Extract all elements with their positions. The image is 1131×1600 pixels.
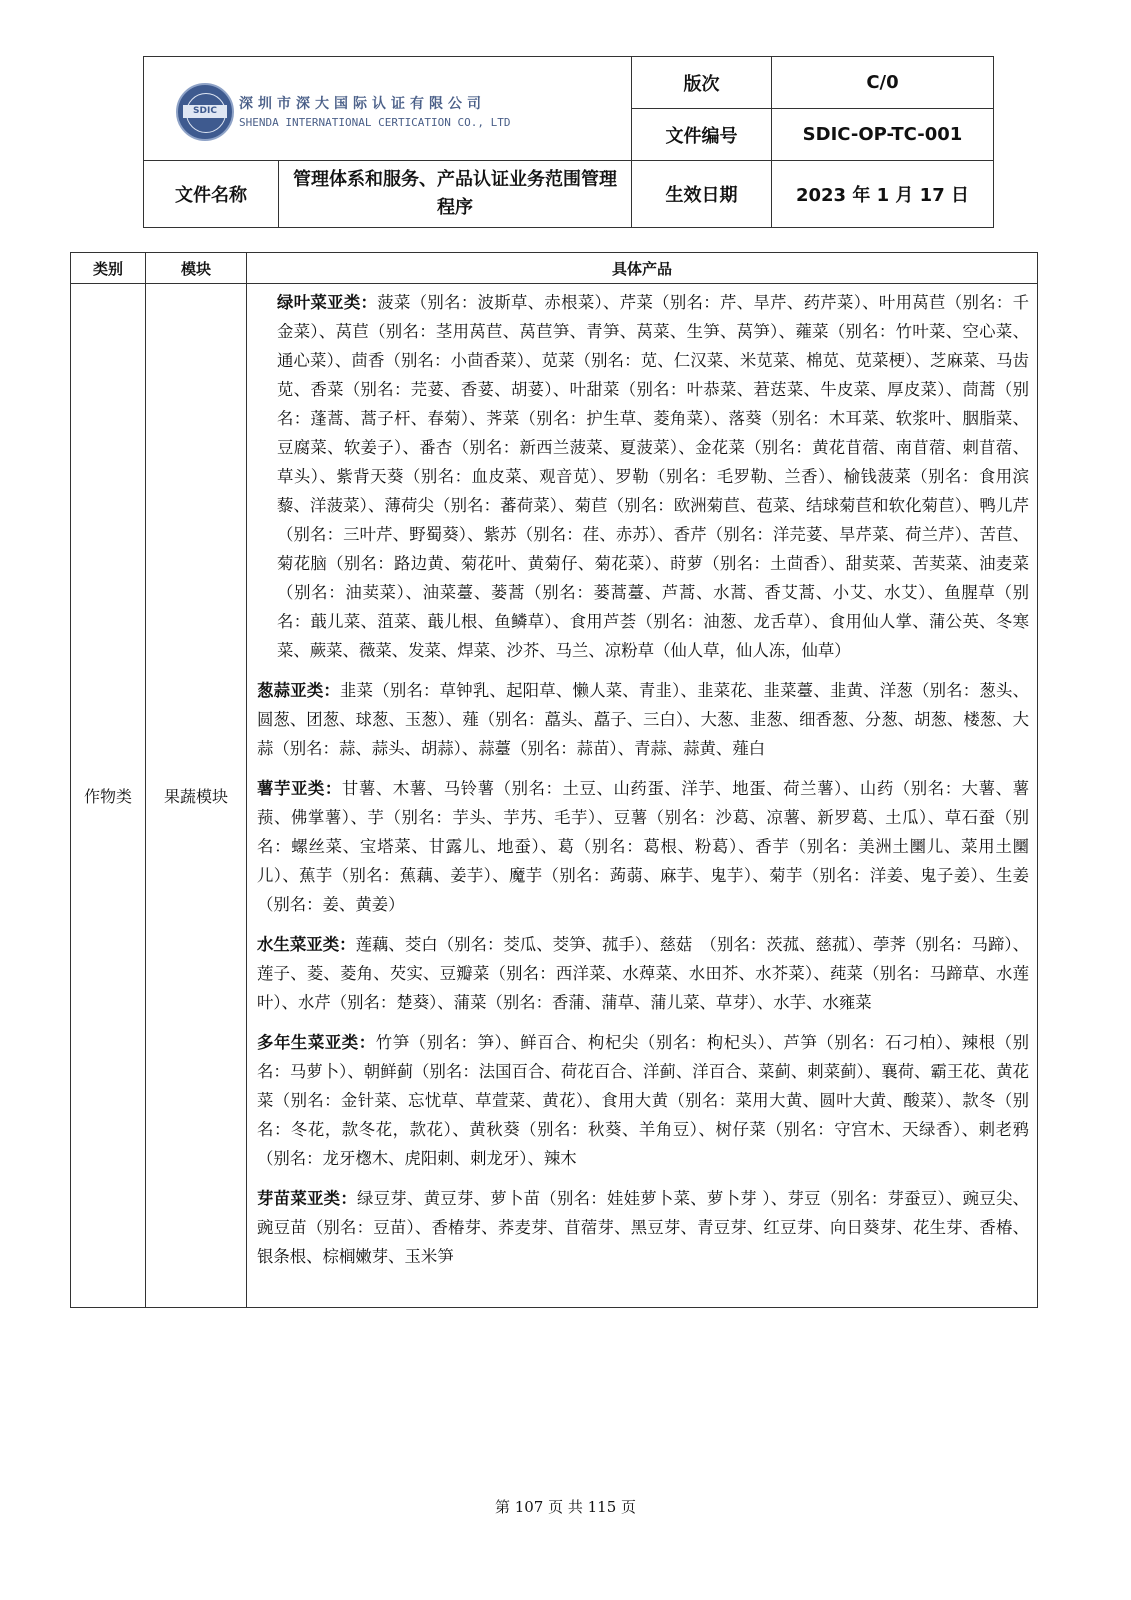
section-perennial: [257, 1028, 1029, 1173]
module-cell: 果蔬模块: [146, 284, 247, 1308]
page-number: 第 107 页 共 115 页: [494, 1498, 637, 1516]
category-cell: 作物类: [71, 284, 146, 1308]
section-title: 葱蒜亚类：: [257, 681, 341, 700]
version-value: C/0: [772, 57, 994, 109]
section-text: 甘薯、木薯、马铃薯（别名：土豆、山药蛋、洋芋、地蛋、荷兰薯）、山药（别名：大薯、薯蓣、佛掌薯）、芋（别名：芋头、芋艿、毛芋）、豆薯（别名：沙葛、凉薯、新罗葛、土瓜）、草石蚕（别名：螺丝菜、宝塔菜、甘露儿、地蚕）、葛（别名：葛根、粉葛）、香芋（别名：美洲土圞儿、菜用土圞儿）、蕉芋（别名：蕉藕、姜芋）、魔芋（别名：蒟蒻、麻芋、鬼芋）、菊芋（别名：洋姜、鬼子姜）、生姜（别名：姜、黄姜）: [257, 779, 1029, 914]
section-sprouts: [257, 1184, 1029, 1271]
section-text: 莲藕、茭白（别名：茭瓜、茭笋、菰手）、慈菇 （别名：茨菰、慈菰）、荸荠（别名：马蹄）、莲子、菱、菱角、芡实、豆瓣菜（别名：西洋菜、水蔊菜、水田芥、水芥菜）、莼菜（别名：马蹄草、水莲叶）、水芹（别名：楚葵）、蒲菜（别名：香蒲、蒲草、蒲儿菜、草芽）、水芋、水雍菜: [257, 935, 1030, 1012]
doc-name-value: 管理体系和服务、产品认证业务范围管理程序: [279, 161, 632, 228]
section-tubers: [257, 774, 1029, 919]
section-title: 多年生菜亚类：: [257, 1033, 376, 1052]
column-header-module: 模块: [146, 253, 247, 284]
document-header-table: [143, 56, 994, 228]
column-header-category: 类别: [71, 253, 146, 284]
section-text: 韭菜（别名：草钟乳、起阳草、懒人菜、青韭）、韭菜花、韭菜薹、韭黄、洋葱（别名：葱头、圆葱、团葱、球葱、玉葱）、薤（别名：藠头、藠子、三白）、大葱、韭葱、细香葱、分葱、胡葱、楼葱、大蒜（别名：蒜、蒜头、胡蒜）、蒜薹（别名：蒜苗）、青蒜、蒜黄、薤白: [257, 681, 1029, 758]
doc-name-label: 文件名称: [144, 161, 279, 228]
company-name-cn: 深圳市深大国际认证有限公司: [239, 96, 486, 112]
doc-no-value: SDIC-OP-TC-001: [772, 109, 994, 161]
section-title: 芽苗菜亚类：: [257, 1189, 357, 1208]
section-leafy-greens: [257, 288, 1029, 665]
section-aquatic: [257, 930, 1029, 1017]
company-logo-cell: [144, 57, 632, 161]
section-allium: [257, 676, 1029, 763]
column-header-products: 具体产品: [247, 253, 1038, 284]
section-title: 水生菜亚类：: [257, 935, 356, 954]
version-label: 版次: [632, 57, 772, 109]
products-cell: [247, 284, 1038, 1308]
company-logo-icon: SDIC: [176, 83, 234, 141]
effective-date-label: 生效日期: [632, 161, 772, 228]
section-text: 绿豆芽、黄豆芽、萝卜苗（别名：娃娃萝卜菜、萝卜芽 ）、芽豆（别名：芽蚕豆）、豌豆尖、豌豆苗（别名：豆苗）、香椿芽、荞麦芽、苜蓿芽、黑豆芽、青豆芽、红豆芽、向日葵芽、花生芽、香椿、银条根、棕榈嫩芽、玉米笋: [257, 1189, 1029, 1266]
doc-no-label: 文件编号: [632, 109, 772, 161]
product-scope-table: [70, 252, 1038, 1308]
company-name-en: SHENDA INTERNATIONAL CERTICATION CO., LTD: [239, 116, 511, 129]
section-title: 薯芋亚类：: [257, 779, 342, 798]
effective-date-value: 2023 年 1 月 17 日: [772, 161, 994, 228]
section-text: 菠菜（别名：波斯草、赤根菜）、芹菜（别名：芹、旱芹、药芹菜）、叶用莴苣（别名：千金菜）、莴苣（别名：茎用莴苣、莴苣笋、青笋、莴菜、生笋、莴笋）、蕹菜（别名：竹叶菜、空心菜、通心菜）、茴香（别名：小茴香菜）、苋菜（别名：苋、仁汉菜、米苋菜、棉苋、苋菜梗）、芝麻菜、马齿苋、香菜（别名：芫荽、香荽、胡荽）、叶甜菜（别名：叶恭菜、莙荙菜、牛皮菜、厚皮菜）、茼蒿（别名：蓬蒿、蒿子杆、春菊）、荠菜（别名：护生草、菱角菜）、落葵（别名：木耳菜、软浆叶、胭脂菜、豆腐菜、软姜子）、番杏（别名：新西兰菠菜、夏菠菜）、金花菜（别名：黄花苜蓿、南苜蓿、刺苜蓿、草头）、紫背天葵（别名：血皮菜、观音苋）、罗勒（别名：毛罗勒、兰香）、榆钱菠菜（别名：食用滨藜、洋菠菜）、薄荷尖（别名：蕃荷菜）、菊苣（别名：欧洲菊苣、苞菜、结球菊苣和软化菊苣）、鸭儿芹（别名：三叶芹、野蜀葵）、紫苏（别名：荏、赤苏）、香芹（别名：洋芫荽、旱芹菜、荷兰芹）、苦苣、菊花脑（别名：路边黄、菊花叶、黄菊仔、菊花菜）、莳萝（别名：土茴香）、甜荬菜、苦荬菜、油麦菜（别名：油荬菜）、油菜薹、蒌蒿（别名：蒌蒿薹、芦蒿、水蒿、香艾蒿、小艾、水艾）、鱼腥草（别名：蕺儿菜、菹菜、蕺儿根、鱼鳞草）、食用芦荟（别名：油葱、龙舌草）、食用仙人掌、蒲公英、冬寒菜、蕨菜、薇菜、发菜、焊菜、沙芥、马兰、凉粉草（仙人草，仙人冻，仙草）: [277, 293, 1030, 660]
section-text: 竹笋（别名：笋）、鲜百合、枸杞尖（别名：枸杞头）、芦笋（别名：石刁柏）、辣根（别名：马萝卜）、朝鲜蓟（别名：法国百合、荷花百合、洋蓟、洋百合、菜蓟、刺菜蓟）、襄荷、霸王花、黄花菜（别名：金针菜、忘忧草、草萱菜、黄花）、食用大黄（别名：菜用大黄、圆叶大黄、酸菜）、款冬（别名：冬花，款冬花，款花）、黄秋葵（别名：秋葵、羊角豆）、树仔菜（别名：守宫木、天绿香）、刺老鸦（别名：龙牙楤木、虎阳刺、刺龙牙）、辣木: [257, 1033, 1029, 1168]
section-title: 绿叶菜亚类：: [277, 293, 378, 312]
